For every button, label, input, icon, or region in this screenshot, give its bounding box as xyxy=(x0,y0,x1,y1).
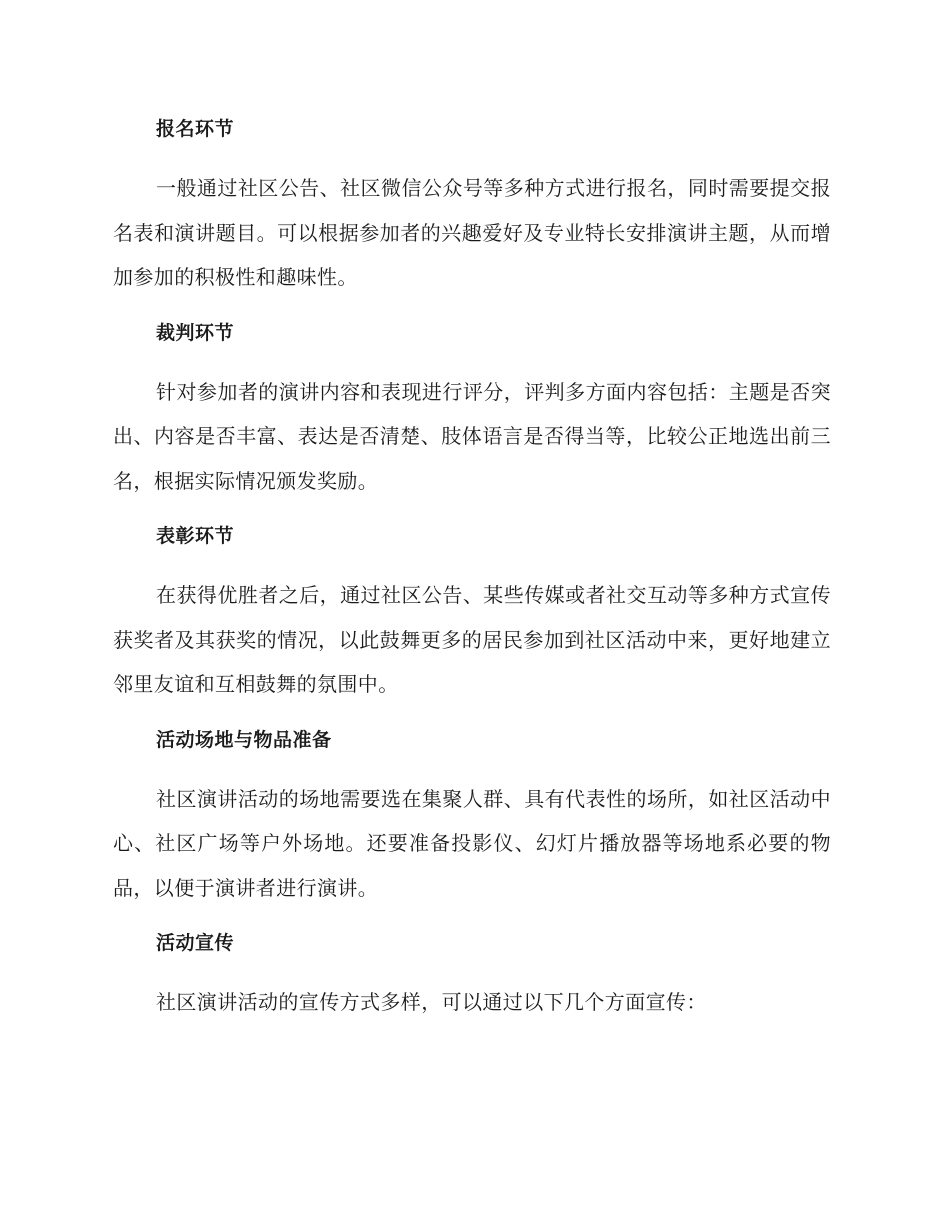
section-body-promotion: 社区演讲活动的宣传方式多样，可以通过以下几个方面宣传： xyxy=(156,990,707,1014)
section-body-awards: 在获得优胜者之后，通过社区公告、某些传媒或者社交互动等多种方式宣传获奖者及其获奖的情况，以此鼓舞更多的居民参加到社区活动中来，更好地建立邻里友谊和互相鼓舞的氛围中。 xyxy=(113,583,831,696)
document-page xyxy=(113,110,831,1039)
section-body-venue: 社区演讲活动的场地需要选在集聚人群、具有代表性的场所，如社区活动中心、社区广场等户外场地。还要准备投影仪、幻灯片播放器等场地系必要的物品，以便于演讲者进行演讲。 xyxy=(113,786,831,900)
section-heading-promotion: 活动宣传 xyxy=(156,932,235,954)
section-body-registration: 一般通过社区公告、社区微信公众号等多种方式进行报名，同时需要提交报名表和演讲题目。可以根据参加者的兴趣爱好及专业特长安排演讲主题，从而增加参加的积极性和趣味性。 xyxy=(113,176,831,289)
section-body-judging: 针对参加者的演讲内容和表现进行评分，评判多方面内容包括：主题是否突出、内容是否丰富、表达是否清楚、肢体语言是否得当等，比较公正地选出前三名，根据实际情况颁发奖励。 xyxy=(113,379,831,493)
section-heading-awards: 表彰环节 xyxy=(156,525,235,547)
section-heading-judging: 裁判环节 xyxy=(156,321,235,344)
section-heading-registration: 报名环节 xyxy=(156,118,235,140)
section-heading-venue: 活动场地与物品准备 xyxy=(156,728,332,751)
